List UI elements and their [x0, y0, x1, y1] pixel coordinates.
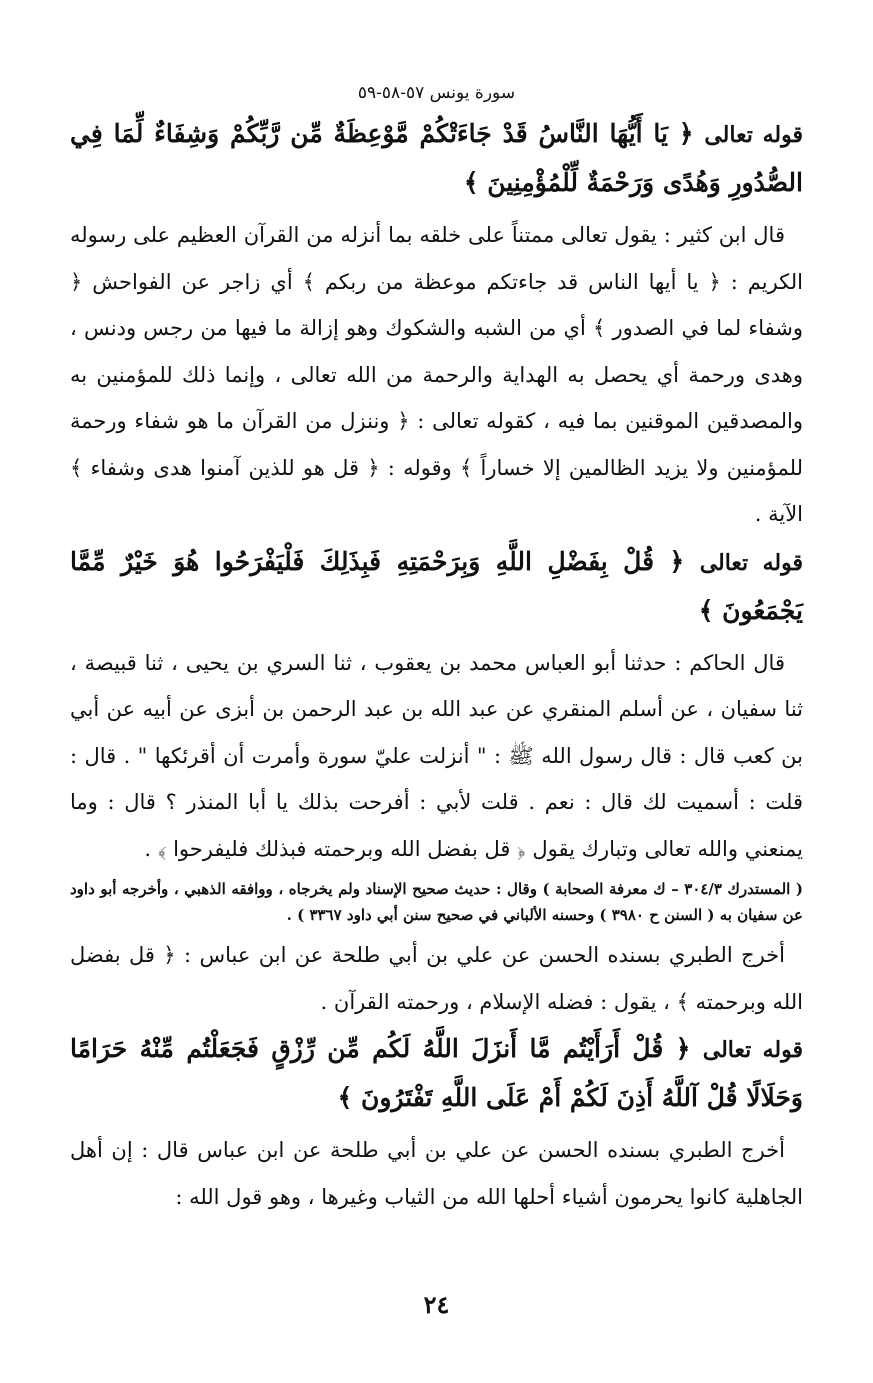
verse-text: ﴿ يَا أَيُّهَا النَّاسُ قَدْ جَاءَتْكُمْ مَّوْعِظَةٌ مِّن رَّبِّكُمْ وَشِفَاءٌ لِّمَا فِي الصُّدُورِ وَهُدًى وَرَحْمَةٌ لِّلْمُؤْمِنِينَ ﴾ — [70, 119, 803, 197]
running-header: سورة يونس ٥٧-٥٨-٥٩ — [357, 83, 516, 103]
verse-text: ﴿ قُلْ بِفَضْلِ اللَّهِ وَبِرَحْمَتِهِ فَبِذَلِكَ فَلْيَفْرَحُوا هُوَ خَيْرٌ مِّمَّا يَجْمَعُونَ ﴾ — [70, 546, 803, 625]
commentary-paragraph: أخرج الطبري بسنده الحسن عن علي بن أبي طلحة عن ابن عباس قال : إن أهل الجاهلية كانوا يحرمون أشياء أحلها الله من الثياب وغيرها ، وهو قول الله : — [70, 1138, 803, 1209]
verse-lead: قوله تعالى — [704, 122, 803, 148]
verse-heading — [70, 538, 803, 634]
verse-text: ﴿ قُلْ أَرَأَيْتُم مَّا أَنزَلَ اللَّهُ لَكُم مِّن رِّزْقٍ فَجَعَلْتُم مِّنْهُ حَرَامًا وَحَلَالًا قُلْ آللَّهُ أَذِنَ لَكُمْ أَمْ عَلَى اللَّهِ تَفْتَرُونَ ﴾ — [70, 1034, 803, 1112]
commentary-paragraph: قال الحاكم : حدثنا أبو العباس محمد بن يعقوب ، ثنا السري بن يحيى ، ثنا قبيصة ، ثنا سفيان ، عن أسلم المنقري عن عبد الله بن عبد الرحمن بن أبزى عن أبيه عن أبي بن كعب قال : قال رسول الله ﷺ : " أنزلت عليّ سورة وأمرت أن أقرئكها " . قال : قلت : أسميت لك قال : نعم . قلت لأبي : أفرحت بذلك يا أبا المنذر ؟ قال : وما يمنعني والله تعالى وتبارك يقول ﴿ قل بفضل الله وبرحمته فبذلك فليفرحوا ﴾ . — [70, 650, 803, 861]
verse-lead: قوله تعالى — [702, 1037, 803, 1063]
verse-heading — [70, 1025, 803, 1121]
verse-lead: قوله تعالى — [699, 549, 803, 576]
page-number: ٢٤ — [423, 1290, 450, 1319]
verse-heading — [70, 110, 803, 206]
commentary-paragraph: قال ابن كثير : يقول تعالى ممتناً على خلقه بما أنزله من القرآن العظيم على رسوله الكريم : ﴿ يا أيها الناس قد جاءتكم موعظة من ربكم ﴾ أي زاجر عن الفواحش ﴿ وشفاء لما في الصدور ﴾ أي من الشبه والشكوك وهو إزالة ما فيها من رجس ودنس ، وهدى ورحمة أي يحصل به الهداية والرحمة من الله تعالى ، وإنما ذلك للمؤمنين به والمصدقين الموقنين بما فيه ، كقوله تعالى : ﴿ وننزل من القرآن ما هو شفاء ورحمة للمؤمنين ولا يزيد الظالمين إلا خساراً ﴾ وقوله : ﴿ قل هو للذين آمنوا هدى وشفاء ﴾ الآية . — [70, 223, 803, 526]
book-page — [70, 82, 803, 1383]
source-reference-note: ( المستدرك ٣٠٤/٣ – ك معرفة الصحابة ) وقال : حديث صحيح الإسناد ولم يخرجاه ، ووافقه الذهبي ، وأخرجه أبو داود عن سفيان به ( السنن ح ٣٩٨٠ ) وحسنه الألباني في صحيح سنن أبي داود ٣٣٦٧ ) . — [70, 880, 804, 924]
commentary-paragraph: أخرج الطبري بسنده الحسن عن علي بن أبي طلحة عن ابن عباس : ﴿ قل بفضل الله وبرحمته ﴾ ، يقول : فضله الإسلام ، ورحمته القرآن . — [70, 943, 803, 1014]
